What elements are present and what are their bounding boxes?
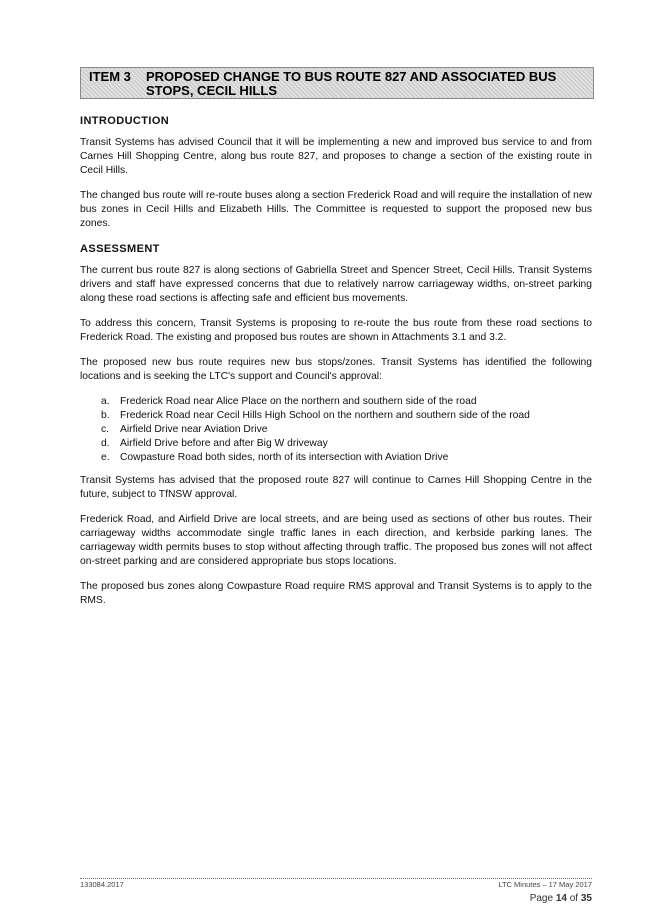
page-label: Page [529, 893, 554, 904]
list-item-letter: e. [101, 452, 110, 463]
item-header-banner [80, 67, 594, 99]
list-item-letter: b. [101, 410, 110, 421]
item-title: PROPOSED CHANGE TO BUS ROUTE 827 AND ASSOCIATED BUS STOPS, CECIL HILLS [146, 69, 557, 98]
list-item-letter: c. [101, 424, 110, 435]
footer-document-reference: 133084.2017 [80, 880, 124, 889]
list-item [80, 423, 592, 437]
assessment-paragraph: The current bus route 827 is along sections of Gabriella Street and Spencer Street, Cecil Hills. Transit Systems drivers and staff have expressed concerns that due to relatively narrow carriageway widths, on-street parking along these road sections is affecting safe and efficient bus movements. [80, 265, 592, 304]
assessment-paragraph: The proposed bus zones along Cowpasture Road require RMS approval and Transit Systems is to apply to the RMS. [80, 581, 592, 606]
list-item [80, 409, 592, 423]
list-item-text: Airfield Drive near Aviation Drive [120, 424, 268, 435]
list-item [80, 395, 592, 409]
introduction-paragraph: The changed bus route will re-route buses along a section Frederick Road and will require the installation of new bus zones in Cecil Hills and Elizabeth Hills. The Committee is requested to support the proposed new bus zones. [80, 190, 592, 229]
page-number [530, 893, 592, 904]
assessment-paragraph: Transit Systems has advised that the proposed route 827 will continue to Carnes Hill Shopping Centre in the future, subject to TfNSW approval. [80, 475, 592, 500]
page-total: 35 [580, 893, 592, 904]
page-current: 14 [555, 893, 567, 904]
list-item-text: Airfield Drive before and after Big W driveway [120, 438, 328, 449]
assessment-paragraph: The proposed new bus route requires new bus stops/zones. Transit Systems has identified the following locations and is seeking the LTC's support and Council's approval: [80, 357, 592, 382]
page-of-label: of [569, 893, 579, 904]
item-number: ITEM 3 [89, 69, 131, 84]
assessment-heading: ASSESSMENT [80, 243, 160, 255]
assessment-paragraph: Frederick Road, and Airfield Drive are local streets, and are being used as sections of other bus routes. Their carriageway widths accommodate single traffic lanes in each direction, and kerbside parking lanes. The carriageway width permits buses to stop without affecting through traffic. The proposed bus zones will not affect on-street parking and are considered appropriate bus stops locations. [80, 514, 592, 567]
list-item [80, 437, 592, 451]
list-item-text: Frederick Road near Alice Place on the northern and southern side of the road [120, 396, 477, 407]
list-item-letter: d. [101, 438, 110, 449]
footer-divider [80, 878, 592, 879]
footer-minutes-reference: LTC Minutes – 17 May 2017 [498, 880, 592, 889]
list-item-text: Cowpasture Road both sides, north of its intersection with Aviation Drive [120, 452, 449, 463]
list-item-letter: a. [101, 396, 110, 407]
document-body [80, 114, 592, 619]
bus-stop-location-list [80, 395, 592, 465]
introduction-heading: INTRODUCTION [80, 115, 170, 127]
list-item [80, 451, 592, 465]
list-item-text: Frederick Road near Cecil Hills High School on the northern and southern side of the road [120, 410, 530, 421]
introduction-paragraph: Transit Systems has advised Council that it will be implementing a new and improved bus service to and from Carnes Hill Shopping Centre, along bus route 827, and proposes to change a section of the existing route in Cecil Hills. [80, 137, 592, 176]
assessment-paragraph: To address this concern, Transit Systems is proposing to re-route the bus route from these road sections to Frederick Road. The existing and proposed bus routes are shown in Attachments 3.1 and 3.2. [80, 318, 592, 343]
